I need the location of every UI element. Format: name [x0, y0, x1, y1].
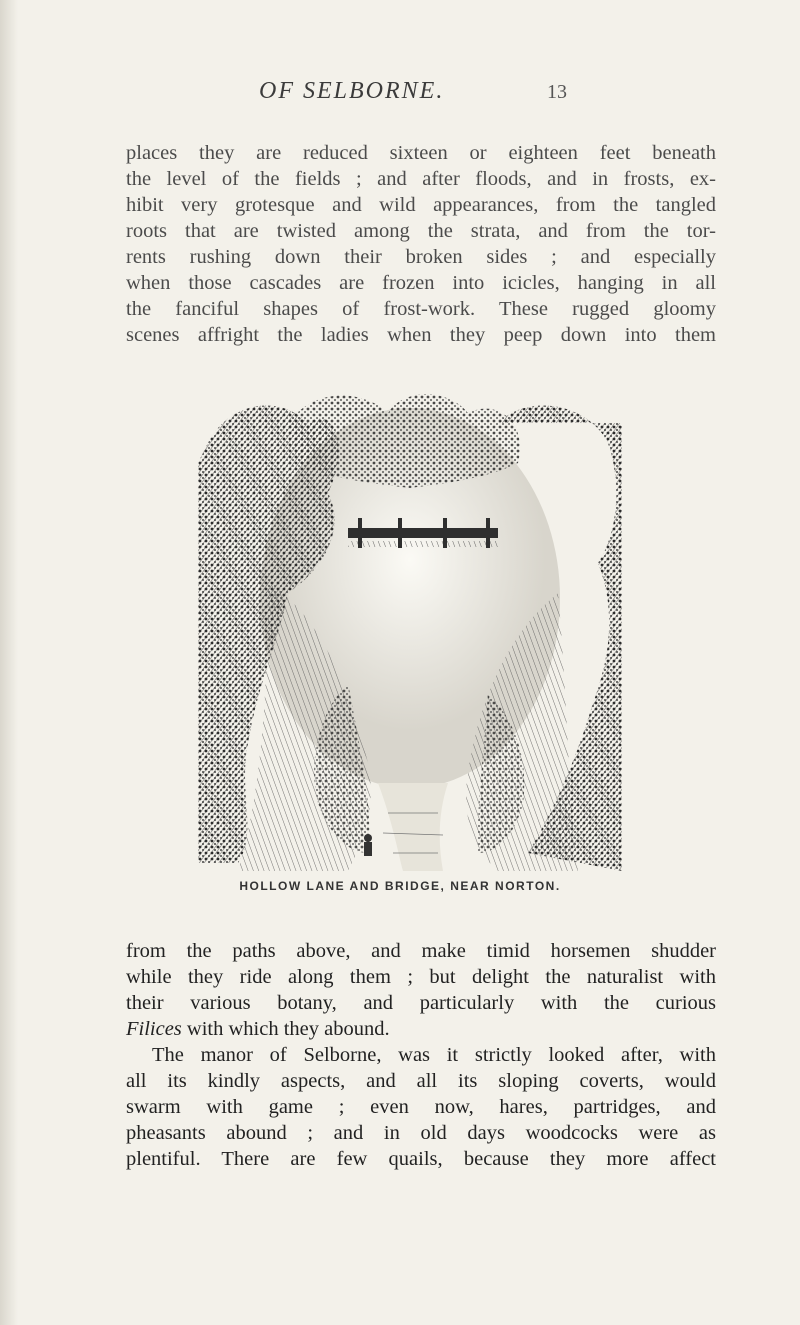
running-header [0, 78, 800, 108]
page-number: 13 [547, 81, 567, 103]
figure-caption: HOLLOW LANE AND BRIDGE, NEAR NORTON. [239, 879, 561, 893]
body-text [126, 938, 716, 1172]
text-line: their various botany, and particularly with the curious [126, 992, 716, 1014]
text-line: when those cascades are frozen into icicles, hanging in all [126, 272, 716, 294]
hollow-lane-engraving [198, 383, 622, 871]
latin-term: Filices [126, 1018, 182, 1040]
text-fragment: with which they abound. [181, 1018, 390, 1040]
text-line: while they ride along them ; but delight the naturalist with [126, 966, 716, 988]
text-line: roots that are twisted among the strata, and from the tor- [126, 220, 716, 242]
paragraph-first-line: The manor of Selborne, was it strictly looked after, with [152, 1044, 716, 1066]
text-line: plentiful. There are few quails, because they more affect [126, 1148, 716, 1170]
top-paragraph [126, 140, 716, 348]
text-line: pheasants abound ; and in old days woodcocks were as [126, 1122, 716, 1144]
text-line: scenes affright the ladies when they peep down into them [126, 324, 716, 346]
text-line: rents rushing down their broken sides ; and especially [126, 246, 716, 268]
text-line: swarm with game ; even now, hares, partridges, and [126, 1096, 716, 1118]
text-line: from the paths above, and make timid horsemen shudder [126, 940, 716, 962]
text-line: all its kindly aspects, and all its sloping coverts, would [126, 1070, 716, 1092]
text-line: the level of the fields ; and after floods, and in frosts, ex- [126, 168, 716, 190]
running-title: OF SELBORNE. [259, 78, 445, 104]
text-line: hibit very grotesque and wild appearances, from the tangled [126, 194, 716, 216]
engraving-illustration-icon [198, 383, 622, 871]
text-line-with-italic [126, 1016, 716, 1042]
text-line: the fanciful shapes of frost-work. These rugged gloomy [126, 298, 716, 320]
text-line: places they are reduced sixteen or eighteen feet beneath [126, 142, 716, 164]
